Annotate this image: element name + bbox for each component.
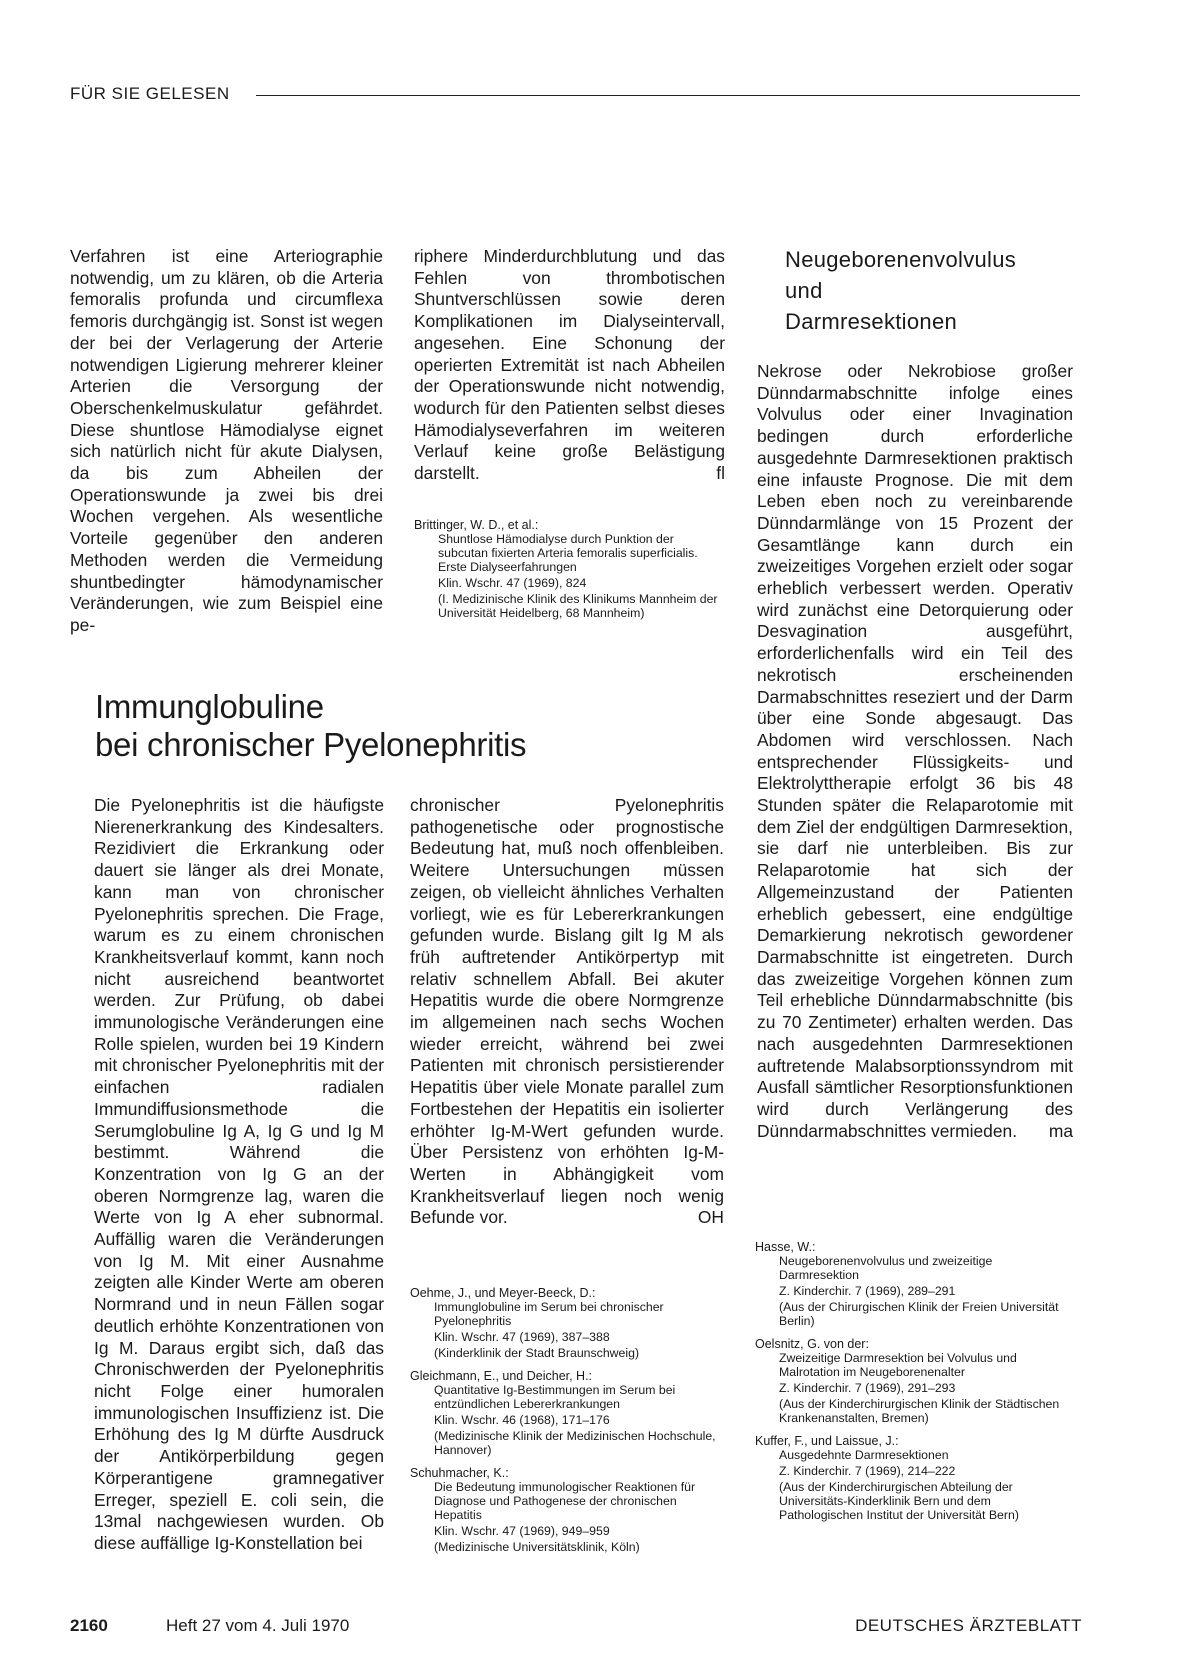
issue-info: Heft 27 vom 4. Juli 1970 xyxy=(166,1616,350,1635)
reference-item: Hasse, W.: Neugeborenenvolvulus und zweizeitige Darmresektion Z. Kinderchir. 7 (1969), 289–291 (Aus der Chirurgischen Klinik der Freien Universität Berlin) xyxy=(755,1240,1059,1328)
section-header xyxy=(70,84,1080,106)
reference-item: Oehme, J., und Meyer-Beeck, D.: Immunglobuline im Serum bei chronischer Pyelonephritis Klin. Wschr. 47 (1969), 387–388 (Kinderklinik der Stadt Braunschweig) xyxy=(410,1286,664,1360)
volvulus-references xyxy=(755,1240,1075,1531)
article-title-volvulus: Neugeborenenvolvulus und Darmresektionen xyxy=(785,247,1017,334)
volvulus-signature: ma xyxy=(1048,1120,1073,1141)
reference-institution: (I. Medizinische Klinik des Klinikums Mannheim der Universität Heidelberg, 68 Mannheim) xyxy=(438,592,718,620)
immun-signature: OH xyxy=(697,1207,724,1228)
page-number: 2160 xyxy=(70,1616,108,1635)
top-article-col2 xyxy=(414,246,725,485)
reference-author: Brittinger, W. D., et al.: xyxy=(414,518,539,532)
immun-col1 xyxy=(94,795,384,1555)
immun-references xyxy=(410,1286,724,1563)
immun-col2 xyxy=(410,795,724,1229)
reference-item: Gleichmann, E., und Deicher, H.: Quantitative Ig-Bestimmungen im Serum bei entzündlichen Lebererkrankungen Klin. Wschr. 46 (1968), 171–176 (Medizinische Klinik der Medizinischen Hochschule, Hannover) xyxy=(410,1369,716,1457)
volvulus-body xyxy=(757,361,1073,1142)
immun-col1-text: Die Pyelonephritis ist die häufigste Nierenerkrankung des Kindesalters. Rezidiviert die Erkrankung oder dauert sie länger als drei Monate, kann man von chronischer Pyelonephritis sprechen. Die Frage, warum es zu einem chronischen Krankheitsverlauf kommt, kann noch nicht ausreichend beantwortet werden. Zur Prüfung, ob dabei immunologische Veränderungen eine Rolle spielen, wurden bei 19 Kindern mit chronischer Pyelonephritis mit der einfachen radialen Immundiffusionsmethode die Serumglobuline Ig A, Ig G und Ig M bestimmt. Während die Konzentration von Ig G an der oberen Normgrenze lag, waren die Werte von Ig A eher subnormal. Auffällig waren die Veränderungen von Ig M. Mit einer Ausnahme zeigten alle Kinder Werte am oberen Normrand und in neun Fällen sogar deutlich erhöhte Konzentrationen von Ig M. Daraus ergibt sich, daß das Chronischwerden der Pyelonephritis nicht Folge einer humoralen immunologischen Insuffizienz ist. Die Erhöhung des Ig M dürfte Ausdruck der Antikörperbildung gegen Körperantigene gramnegativer Erreger, speziell E. coli sein, die 13mal nachgewiesen wurden. Ob diese auffällige Ig-Konstellation bei xyxy=(94,795,384,1553)
top-article-col1 xyxy=(70,246,383,637)
journal-name: DEUTSCHES ÄRZTEBLATT xyxy=(855,1616,1082,1635)
reference-item: Schuhmacher, K.: Die Bedeutung immunologischer Reaktionen für Diagnose und Pathogenese der chronischen Hepatitis Klin. Wschr. 47 (1969), 949–959 (Medizinische Universitätsklinik, Köln) xyxy=(410,1466,696,1554)
top-article-col1-text: Verfahren ist eine Arteriographie notwendig, um zu klären, ob die Arteria femoralis profunda und circumflexa femoris durchgängig ist. Sonst ist wegen der bei der Verlagerung der Arterie notwendigen Ligierung mehrerer kleiner Arterien die Versorgung der Oberschenkelmuskulatur gefährdet. Diese shuntlose Hämodialyse eignet sich natürlich nicht für akute Dialysen, da bis zum Abheilen der Operationswunde ja zwei bis drei Wochen vergehen. Als wesentliche Vorteile gegenüber den anderen Methoden werden die Vermeidung shuntbedingter hämodynamischer Veränderungen, wie zum Beispiel eine pe- xyxy=(70,246,383,635)
reference-item: Kuffer, F., und Laissue, J.: Ausgedehnte Darmresektionen Z. Kinderchir. 7 (1969), 214–222 (Aus der Kinderchirurgischen Abteilung der Universitäts-Kinderklinik Bern und dem Pathologischen Institut der Universität Bern) xyxy=(755,1434,1019,1522)
top-article-reference xyxy=(414,518,725,629)
reference-title: Shuntlose Hämodialyse durch Punktion der subcutan fixierten Arteria femoralis superficialis. Erste Dialyseerfahrungen xyxy=(438,532,698,574)
reference-item: Oelsnitz, G. von der: Zweizeitige Darmresektion bei Volvulus und Malrotation im Neugeborenenalter Z. Kinderchir. 7 (1969), 291–293 (Aus der Kinderchirurgischen Klinik der Städtischen Krankenanstalten, Bremen) xyxy=(755,1337,1060,1425)
header-rule xyxy=(256,95,1080,96)
reference-journal: Klin. Wschr. 47 (1969), 824 xyxy=(438,576,587,590)
top-article-signature: fl xyxy=(716,463,725,484)
volvulus-body-text: Nekrose oder Nekrobiose großer Dünndarmabschnitte infolge eines Volvulus oder einer Invagination bedingen durch erforderliche ausgedehnte Darmresektionen praktisch eine infauste Prognose. Die mit dem Leben eben noch zu vereinbarende Dünndarmlänge von 15 Prozent der Gesamtlänge kann durch ein zweizeitiges Vorgehen erzielt oder sogar erheblich verbessert werden. Operativ wird zunächst eine Detorquierung oder Desvagination ausgeführt, erforderlichenfalls wird ein Teil des nekrotisch erscheinenden Darmabschnittes reseziert und der Darm über eine Sonde abgesaugt. Das Abdomen wird verschlossen. Nach entsprechender Flüssigkeits- und Elektrolyttherapie erfolgt 36 bis 48 Stunden später die Relaparotomie mit dem Ziel der endgültigen Darmresektion, sie darf nie unterbleiben. Bis zur Relaparotomie hat sich der Allgemeinzustand der Patienten erheblich gebessert, eine endgültige Demarkierung nekrotisch gewordener Darmabschnitte ist eingetreten. Durch das zweizeitige Vorgehen können zum Teil erhebliche Dünndarmabschnitte (bis zu 70 Zentimeter) erhalten werden. Das nach ausgedehnten Darmresektionen auftretende Malabsorptionssyndrom mit Ausfall sämtlicher Resorptionsfunktionen wird durch Verlängerung des Dünndarmabschnittes vermieden. ma xyxy=(757,361,1073,1141)
immun-col2-text: chronischer Pyelonephritis pathogenetische oder prognostische Bedeutung hat, muß noch offenbleiben. Weitere Untersuchungen müssen zeigen, ob vielleicht ähnliches Verhalten vorliegt, wie es für Lebererkrankungen gefunden wurde. Bislang gilt Ig M als früh auftretender Antikörpertyp mit relativ schnellem Abfall. Bei akuter Hepatitis wurde die obere Normgrenze im allgemeinen nach sechs Wochen wieder erreicht, während bei zwei Patienten mit chronisch persistierender Hepatitis über viele Monate parallel zum Fortbestehen der Hepatitis ein isolierter erhöhter Ig-M-Wert gefunden wurde. Über Persistenz von erhöhten Ig-M-Werten in Abhängigkeit vom Krankheitsverlauf liegen noch wenig Befunde vor. OH xyxy=(410,795,724,1228)
article-title-line2: bei chronischer Pyelonephritis xyxy=(95,726,527,763)
article-title-line1: Immunglobuline xyxy=(95,688,324,725)
article-title-immun xyxy=(95,688,695,764)
top-article-col2-text: riphere Minderdurchblutung und das Fehlen von thrombotischen Shuntverschlüssen sowie deren Komplikationen im Dialyseintervall, angesehen. Eine Schonung der operierten Extremität ist nach Abheilen der Operationswunde nicht notwendig, wodurch für den Patienten selbst dieses Hämodialyseverfahren im weiteren Verlauf keine große Belästigung darstellt. fl xyxy=(414,246,725,484)
section-label: FÜR SIE GELESEN xyxy=(70,84,230,103)
